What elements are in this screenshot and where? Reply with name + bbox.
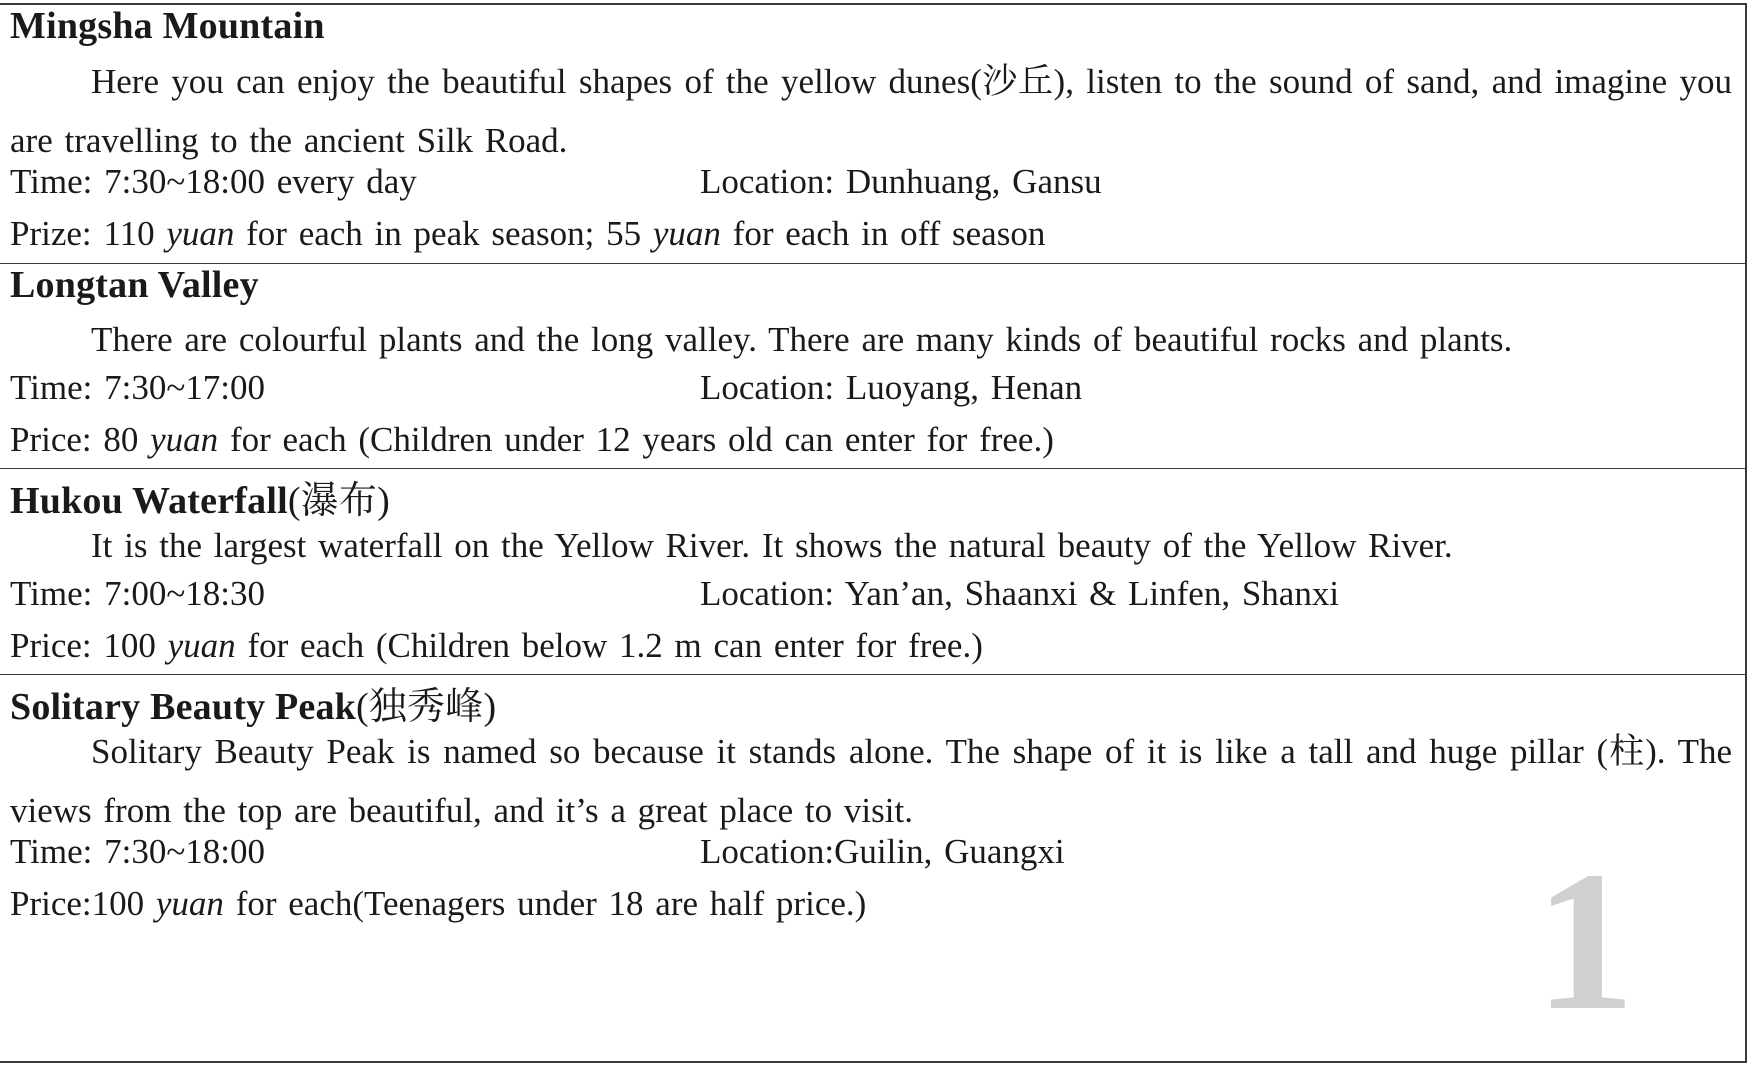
time-text: Time: 7:30~18:00 xyxy=(10,832,265,871)
price-detail: for each(Teenagers under 18 are half price.) xyxy=(223,884,867,923)
section-description: There are colourful plants and the long valley. There are many kinds of beautiful rocks and plants. xyxy=(91,320,1513,359)
price-amount: 100 xyxy=(91,626,168,665)
price-amount: 110 xyxy=(91,214,167,253)
section-description: Solitary Beauty Peak is named so because it stands alone. The shape of it is like a tall and huge pillar (柱). The views from the top are beautiful, and it’s a great place to visit. xyxy=(10,732,1732,830)
price-text xyxy=(10,420,1054,460)
time-text: Time: 7:00~18:30 xyxy=(10,574,265,613)
price-detail: for each (Children under 12 years old can enter for free.) xyxy=(218,420,1054,459)
price-unit: yuan xyxy=(167,626,236,665)
price-unit: yuan xyxy=(150,420,219,459)
time-text: Time: 7:30~18:00 every day xyxy=(10,162,417,201)
price-detail: for each (Children below 1.2 m can enter for free.) xyxy=(235,626,983,665)
title-text: Longtan Valley xyxy=(10,264,259,306)
title-text: Hukou Waterfall xyxy=(10,480,288,522)
time-text: Time: 7:30~17:00 xyxy=(10,368,265,407)
title-chinese-text: (瀑布) xyxy=(287,480,390,522)
section-description: It is the largest waterfall on the Yellow River. It shows the natural beauty of the Yellow River. xyxy=(91,526,1453,565)
price-unit: yuan xyxy=(652,214,721,253)
price-label: Price: xyxy=(10,420,92,459)
price-unit: yuan xyxy=(166,214,235,253)
price-label: Prize: xyxy=(10,214,92,253)
price-unit: yuan xyxy=(155,884,224,923)
section-description: Here you can enjoy the beautiful shapes of the yellow dunes(沙丘), listen to the sound of sand, and imagine you are travelling to the ancient Silk Road. xyxy=(10,62,1732,160)
section-divider xyxy=(0,263,1745,264)
location-text: Location: Yan’an, Shaanxi & Linfen, Shanxi xyxy=(700,574,1340,613)
price-detail: for each in peak season; 55 xyxy=(234,214,653,253)
price-amount: 100 xyxy=(91,884,156,923)
price-detail: for each in off season xyxy=(720,214,1046,253)
price-text xyxy=(10,626,983,666)
price-text xyxy=(10,214,1045,254)
section-title xyxy=(10,4,325,48)
price-label: Price: xyxy=(10,884,92,923)
location-text: Location: Dunhuang, Gansu xyxy=(700,162,1102,201)
title-chinese-text: (独秀峰) xyxy=(355,686,497,728)
price-amount: 80 xyxy=(91,420,151,459)
location-text: Location: Luoyang, Henan xyxy=(700,368,1083,407)
location-text: Location:Guilin, Guangxi xyxy=(700,832,1065,871)
page-number-watermark: 1 xyxy=(1535,831,1635,1052)
title-text: Mingsha Mountain xyxy=(10,5,325,47)
section-title xyxy=(10,263,259,307)
title-text: Solitary Beauty Peak xyxy=(10,686,356,728)
price-label: Price: xyxy=(10,626,92,665)
price-text xyxy=(10,884,866,924)
